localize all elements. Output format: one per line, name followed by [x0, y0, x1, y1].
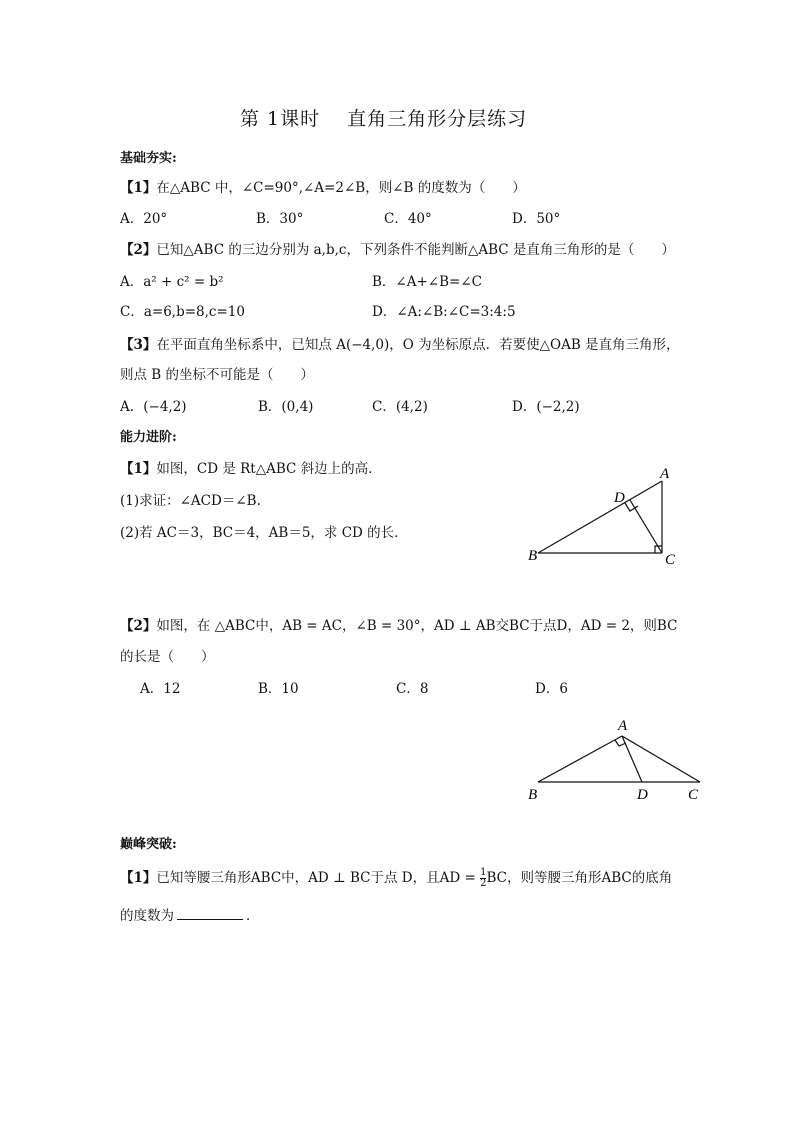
basic-q2-option-c: C．a=6,b=8,c=10 [120, 304, 245, 320]
basic-q1-option-b: B．30° [256, 211, 304, 227]
question-text: 的度数为 [120, 908, 174, 924]
label-d: D [637, 787, 648, 803]
question-number: 【2】 [120, 618, 157, 634]
peak-q1 [120, 866, 672, 889]
advanced-q1-part1: (1)求证：∠ACD＝∠B. [120, 493, 261, 509]
advanced-q2-option-b: B．10 [258, 681, 299, 697]
question-text: 在△ABC 中，∠C=90°,∠A=2∠B，则∠B 的度数为（ ） [156, 180, 526, 196]
label-b: B [528, 548, 538, 564]
basic-q1-option-a: A．20° [120, 211, 168, 227]
figure-isosceles-triangle [520, 712, 710, 807]
advanced-q2-option-d: D．6 [535, 681, 568, 697]
basic-q1 [120, 176, 526, 196]
segment-ab [538, 736, 622, 782]
advanced-q2 [120, 614, 677, 634]
question-number: 【2】 [120, 242, 157, 258]
basic-q3-option-d: D．(−2,2) [512, 399, 580, 415]
basic-q2-option-d: D．∠A:∠B:∠C=3:4:5 [372, 304, 516, 320]
basic-q2-option-b: B．∠A+∠B=∠C [372, 274, 482, 290]
advanced-q2-option-c: C．8 [396, 681, 429, 697]
page-title: 第 1课时 直角三角形分层练习 [240, 108, 528, 130]
label-b: B [528, 787, 538, 803]
advanced-q2-option-a: A．12 [140, 681, 181, 697]
question-number: 【1】 [120, 180, 157, 196]
answer-blank[interactable] [177, 918, 243, 920]
advanced-q1-part2: (2)若 AC＝3，BC＝4，AB＝5，求 CD 的长． [120, 525, 408, 541]
label-c: C [688, 787, 699, 803]
label-a: A [618, 718, 628, 734]
advanced-q2-line2: 的长是（ ） [120, 649, 215, 665]
basic-q1-option-d: D．50° [512, 211, 561, 227]
basic-q2-option-a: A．a² + c² = b² [120, 274, 224, 290]
label-d: D [614, 490, 625, 506]
question-text: 如图，CD 是 Rt△ABC 斜边上的高． [156, 461, 382, 477]
basic-q3-option-c: C．(4,2) [372, 399, 428, 415]
basic-q3-option-a: A．(−4,2) [120, 399, 187, 415]
fraction-denominator: 2 [480, 878, 487, 889]
basic-q3-line2: 则点 B 的坐标不可能是（ ） [120, 367, 315, 383]
advanced-q1 [120, 457, 382, 477]
question-text: 在平面直角坐标系中，已知点 A(−4,0)，O 为坐标原点．若要使△OAB 是直角三角形， [156, 337, 680, 353]
question-number: 【3】 [120, 337, 157, 353]
section-heading-advanced: 能力进阶: [120, 430, 177, 445]
section-heading-basic: 基础夯实: [120, 151, 177, 166]
question-number: 【1】 [120, 461, 157, 477]
segment-ac [622, 736, 700, 782]
basic-q2 [120, 238, 675, 258]
fraction-numerator: 1 [480, 867, 487, 878]
basic-q3-option-b: B．(0,4) [258, 399, 314, 415]
basic-q1-option-c: C．40° [384, 211, 432, 227]
question-number: 【1】 [120, 870, 157, 886]
question-text-cont: BC，则等腰三角形ABC的底角 [486, 870, 673, 886]
question-text-end: ． [246, 908, 260, 924]
segment-ab [538, 481, 662, 553]
question-text: 已知等腰三角形ABC中，AD ⊥ BC于点 D，且AD = [156, 870, 481, 886]
section-heading-peak: 巅峰突破: [120, 837, 177, 852]
figure-right-triangle-altitude [520, 460, 690, 575]
label-c: C [665, 552, 676, 568]
label-a: A [660, 466, 670, 482]
question-text: 已知△ABC 的三边分别为 a,b,c，下列条件不能判断△ABC 是直角三角形的是（ ） [156, 242, 675, 258]
peak-q1-line2 [120, 904, 260, 924]
question-text: 如图，在 △ABC中，AB = AC，∠B = 30°，AD ⊥ AB交BC于点D，AD = 2，则BC [156, 618, 678, 634]
basic-q3 [120, 333, 680, 353]
